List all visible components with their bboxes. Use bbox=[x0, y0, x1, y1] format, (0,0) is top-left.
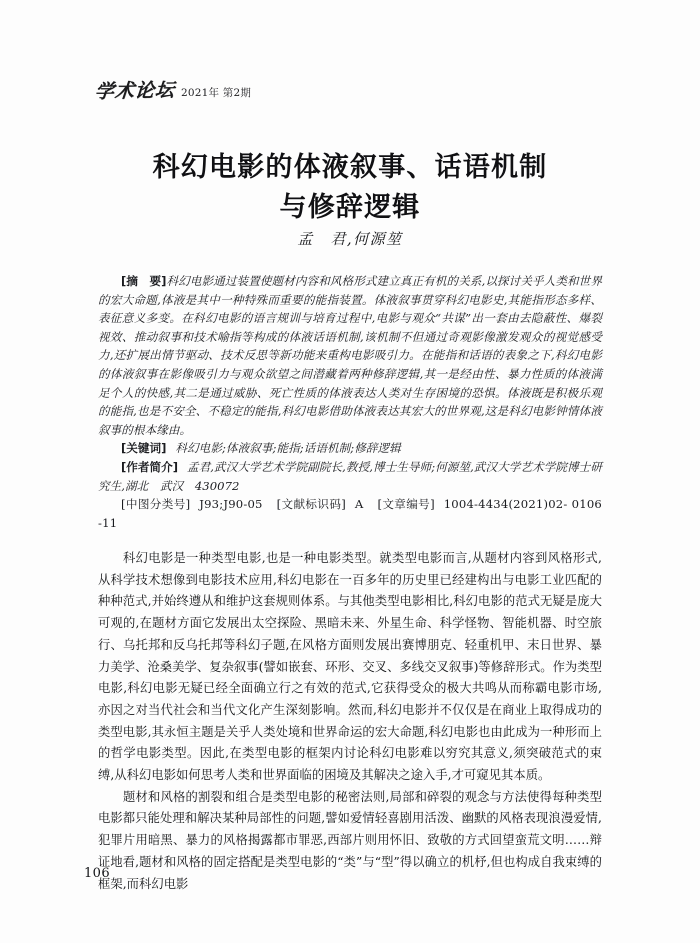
classification-line bbox=[98, 495, 602, 532]
title-line-2: 与修辞逻辑 bbox=[279, 192, 421, 224]
body-paragraph: 题材和风格的割裂和组合是类型电影的秘密法则,局部和碎裂的观念与方法使得每种类型电影都只能处理和解决某种局部性的问题,譬如爱情轻喜剧用活泼、幽默的风格表现浪漫爱情,犯罪片用暗黑、暴力的风格揭露都市罪恶,西部片则用怀旧、致敬的方式回望蛮荒文明……辩证地看,题材和风格的固定搭配是类型电影的“类”与“型”得以确立的机杼,但也构成自我束缚的框架,而科幻电影 bbox=[98, 789, 602, 891]
keywords-line bbox=[98, 439, 602, 458]
author-byline: 孟 君,何源堃 bbox=[297, 230, 403, 248]
issue-label: 2021年 第2期 bbox=[181, 87, 252, 99]
journal-logo-text: 学术论坛 bbox=[93, 79, 176, 103]
document-code-value: A bbox=[354, 497, 364, 512]
article-body bbox=[98, 548, 602, 895]
title-line-1: 科幻电影的体液叙事、话语机制 bbox=[152, 152, 548, 184]
author-bio-line bbox=[98, 458, 602, 495]
clc-value: J93;J90-05 bbox=[199, 497, 263, 512]
document-code-label: [文献标识码] bbox=[276, 497, 346, 512]
article-number-label: [文章编号] bbox=[377, 497, 435, 512]
article-number-value: 1004-4434(2021)02- 0106 -11 bbox=[98, 497, 602, 530]
page-number: 106 bbox=[84, 866, 111, 881]
keywords-label: [关键词] bbox=[121, 441, 167, 456]
abstract-paragraph bbox=[98, 272, 602, 439]
clc-label: [中图分类号] bbox=[121, 497, 191, 512]
author-bio-text: 孟君,武汉大学艺术学院副院长,教授,博士生导师;何源堃,武汉大学艺术学院博士研究生,湖北 武汉 430072 bbox=[98, 459, 602, 493]
running-head bbox=[95, 76, 251, 103]
body-paragraph: 科幻电影是一种类型电影,也是一种电影类型。就类型电影而言,从题材内容到风格形式,从科学技术想像到电影技术应用,科幻电影在一百多年的历史里已经建构出与电影工业匹配的种种范式,并始终遵从和维护这套规则体系。与其他类型电影相比,科幻电影的范式无疑是庞大可观的,在题材方面它发展出太空探险、黑暗未来、外星生命、科学怪物、智能机器、时空旅行、乌托邦和反乌托邦等科幻子题,在风格方面则发展出赛博朋克、轻重机甲、末日世界、暴力美学、沧桑美学、复杂叙事(譬如嵌套、环形、交叉、多线交叉叙事)等修辞形式。作为类型电影,科幻电影无疑已经全面确立行之有效的范式,它获得受众的极大共鸣从而称霸电影市场,亦因之对当代社会和当代文化产生深刻影响。然而,科幻电影并不仅仅是在商业上取得成功的类型电影,其永恒主题是关乎人类处境和世界命运的宏大命题,科幻电影也由此成为一种形而上的哲学电影类型。因此,在类型电影的框架内讨论科幻电影难以穷究其意义,须突破范式的束缚,从科幻电影如何思考人类和世界面临的困境及其解决之途入手,才可窥见其本质。 bbox=[98, 551, 602, 783]
front-matter bbox=[98, 272, 602, 532]
author-bio-label: [作者简介] bbox=[121, 459, 178, 474]
abstract-label: [摘 要] bbox=[121, 274, 167, 288]
page-title bbox=[60, 148, 640, 228]
keywords-text: 科幻电影;体液叙事;能指;话语机制;修辞逻辑 bbox=[175, 441, 401, 456]
abstract-text: 科幻电影通过装置使题材内容和风格形式建立真正有机的关系,以探讨关乎人类和世界的宏大命题,体液是其中一种特殊而重要的能指装置。体液叙事贯穿科幻电影史,其能指形态多样、表征意义多变。在科幻电影的语言规训与培育过程中,电影与观众“共谋”出一套由去隐蔽性、爆裂视效、推动叙事和技术喻指等构成的体液话语机制,该机制不但通过奇观影像激发观众的视觉感受力,还扩展出情节驱动、技术反思等新功能来重构电影吸引力。在能指和话语的表象之下,科幻电影的体液叙事在影像吸引力与观众欲望之间潜藏着两种修辞逻辑,其一是经由性、暴力性质的体液满足个人的快感,其二是通过威胁、死亡性质的体液表达人类对生存困境的恐惧。体液既是积极乐观的能指,也是不安全、不稳定的能指,科幻电影借助体液表达其宏大的世界观,这是科幻电影钟情体液叙事的根本缘由。 bbox=[98, 274, 602, 437]
